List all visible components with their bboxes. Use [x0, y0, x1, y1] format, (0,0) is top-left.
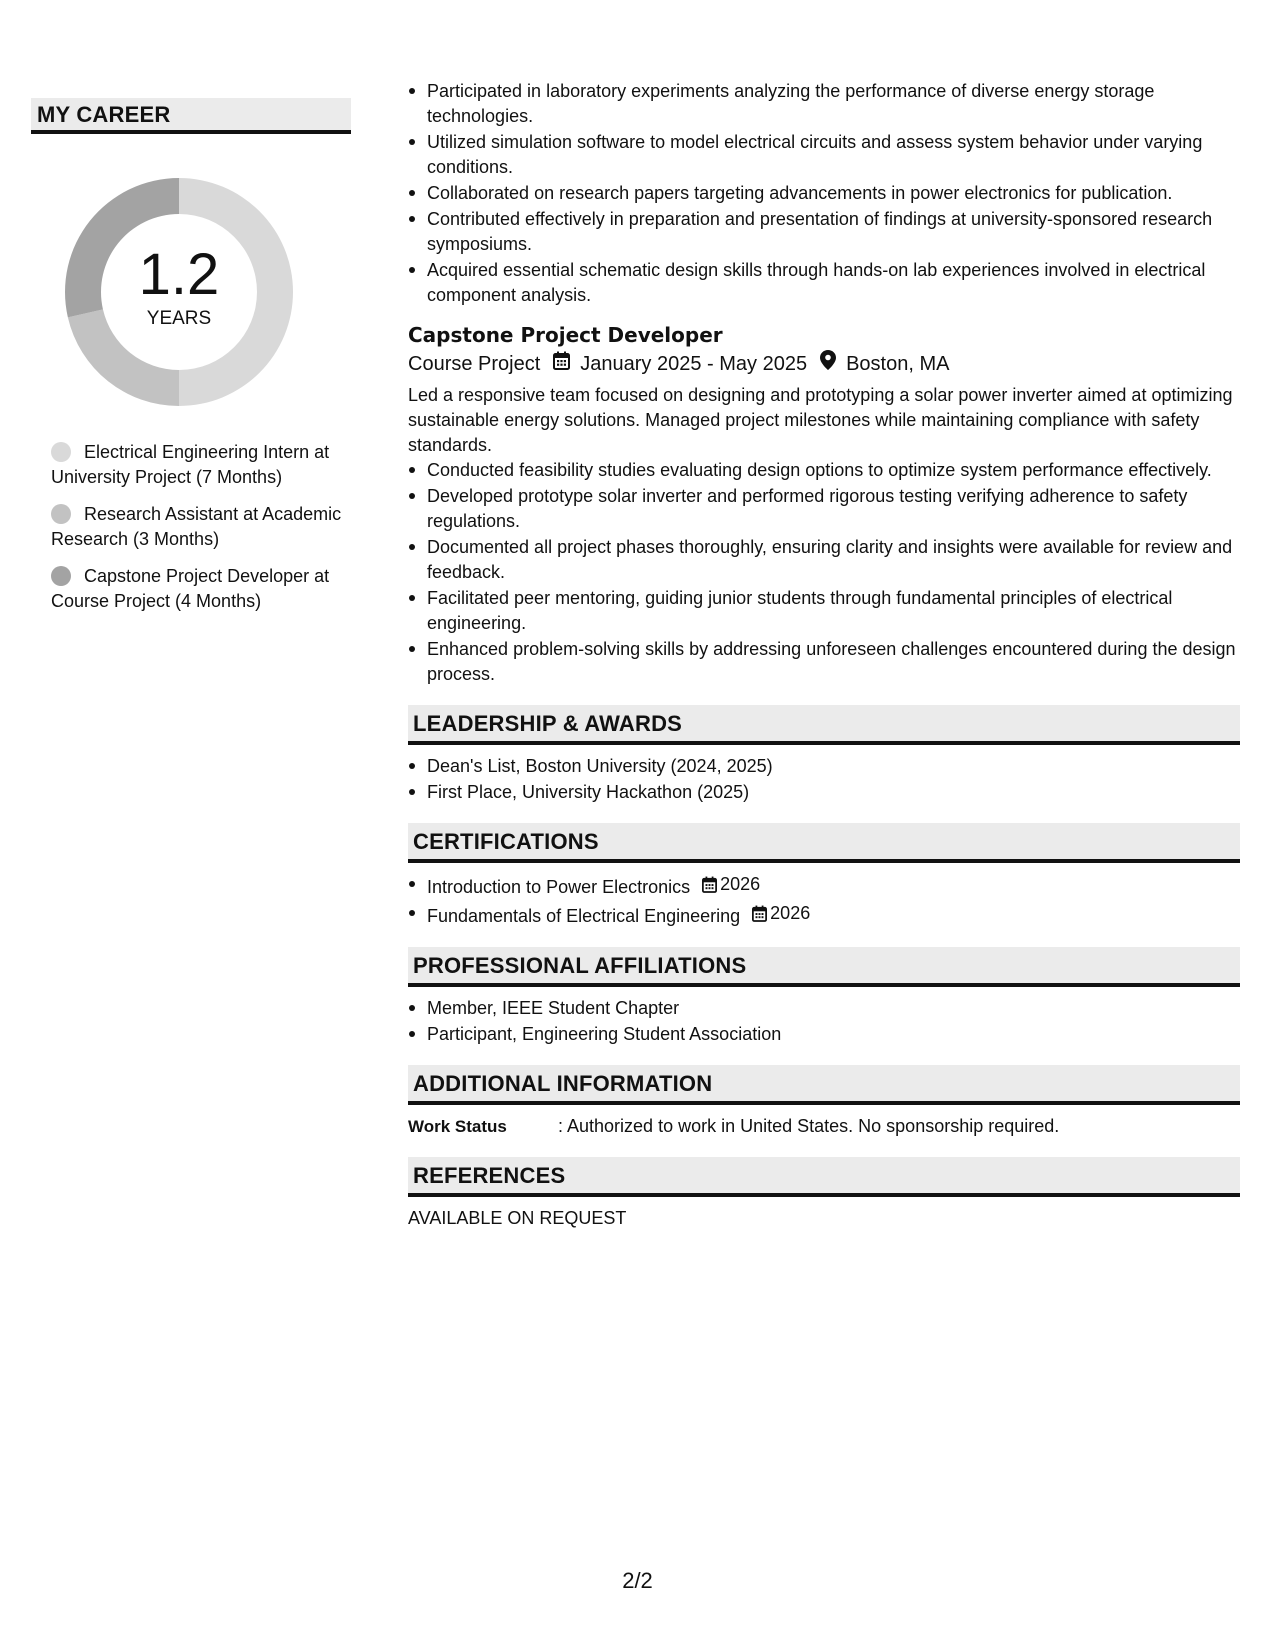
certifications-list: [408, 872, 1240, 929]
legend-dot-icon: [51, 442, 71, 462]
list-item: Participant, Engineering Student Association: [427, 1022, 1240, 1047]
total-years-value: 1.2: [138, 242, 220, 307]
job-organization: Course Project: [408, 353, 541, 375]
certification-date: [702, 872, 760, 897]
list-item: First Place, University Hackathon (2025): [427, 780, 1240, 805]
legend-label: Research Assistant at Academic Research (3 Months): [51, 504, 342, 549]
calendar-icon: [752, 905, 767, 922]
map-pin-icon: [820, 349, 836, 379]
job-location: Boston, MA: [846, 353, 950, 375]
list-item: Collaborated on research papers targeting advancements in power electronics for publication.: [427, 181, 1240, 206]
calendar-icon: [553, 349, 570, 379]
previous-job-bullets: [408, 79, 1240, 308]
affiliations-heading: PROFESSIONAL AFFILIATIONS: [408, 947, 1240, 987]
job-dates: January 2025 - May 2025: [580, 353, 808, 375]
list-item: Developed prototype solar inverter and performed rigorous testing verifying adherence to safety regulations.: [427, 484, 1240, 534]
job-description: Led a responsive team focused on designing and prototyping a solar power inverter aimed at optimizing sustainable energy solutions. Managed project milestones while maintaining compliance with safety standards.: [408, 385, 1233, 455]
calendar-icon: [702, 876, 717, 893]
main-content: [408, 79, 1240, 1231]
career-donut-chart: [65, 178, 293, 406]
legend-item: [51, 502, 351, 552]
list-item: Utilized simulation software to model electrical circuits and assess system behavior under varying conditions.: [427, 130, 1240, 180]
sidebar: [31, 98, 351, 626]
list-item: Facilitated peer mentoring, guiding junior students through fundamental principles of electrical engineering.: [427, 586, 1240, 636]
list-item: Acquired essential schematic design skills through hands-on lab experiences involved in electrical component analysis.: [427, 258, 1240, 308]
job-title: Capstone Project Developer: [408, 323, 723, 347]
certification-year: 2026: [770, 903, 811, 923]
certification-year: 2026: [720, 874, 761, 894]
page-number: 2/2: [622, 1568, 653, 1593]
donut-center: [65, 178, 293, 406]
list-item: Documented all project phases thoroughly, ensuring clarity and insights were available for review and feedback.: [427, 535, 1240, 585]
legend-label: Electrical Engineering Intern at University Project (7 Months): [51, 442, 330, 487]
list-item: Participated in laboratory experiments analyzing the performance of diverse energy storage technologies.: [427, 79, 1240, 129]
career-legend: [31, 440, 351, 614]
additional-info-heading: ADDITIONAL INFORMATION: [408, 1065, 1240, 1105]
legend-dot-icon: [51, 504, 71, 524]
career-heading: MY CAREER: [31, 98, 351, 134]
leadership-list: [408, 754, 1240, 805]
certifications-heading: CERTIFICATIONS: [408, 823, 1240, 863]
certification-date: [752, 901, 810, 926]
list-item: [427, 901, 1240, 929]
affiliations-list: [408, 996, 1240, 1047]
legend-label: Capstone Project Developer at Course Project (4 Months): [51, 566, 330, 611]
list-item: Contributed effectively in preparation and presentation of findings at university-sponsored research symposiums.: [427, 207, 1240, 257]
list-item: Member, IEEE Student Chapter: [427, 996, 1240, 1021]
certification-name: Introduction to Power Electronics: [427, 877, 691, 897]
list-item: Dean's List, Boston University (2024, 2025): [427, 754, 1240, 779]
references-heading: REFERENCES: [408, 1157, 1240, 1197]
work-status-row: [408, 1114, 1240, 1139]
job-bullets: [408, 458, 1240, 687]
list-item: Enhanced problem-solving skills by addressing unforeseen challenges encountered during the design process.: [427, 637, 1240, 687]
work-status-label: Work Status: [408, 1117, 507, 1136]
total-years-unit: YEARS: [146, 308, 212, 329]
certification-name: Fundamentals of Electrical Engineering: [427, 906, 741, 926]
job-meta: [408, 349, 1240, 379]
legend-item: [51, 440, 351, 490]
list-item: [427, 872, 1240, 900]
work-status-value: : Authorized to work in United States. No sponsorship required.: [558, 1116, 1060, 1136]
list-item: Conducted feasibility studies evaluating design options to optimize system performance effectively.: [427, 458, 1240, 483]
references-text: AVAILABLE ON REQUEST: [408, 1208, 627, 1228]
legend-dot-icon: [51, 566, 71, 586]
leadership-heading: LEADERSHIP & AWARDS: [408, 705, 1240, 745]
legend-item: [51, 564, 351, 614]
